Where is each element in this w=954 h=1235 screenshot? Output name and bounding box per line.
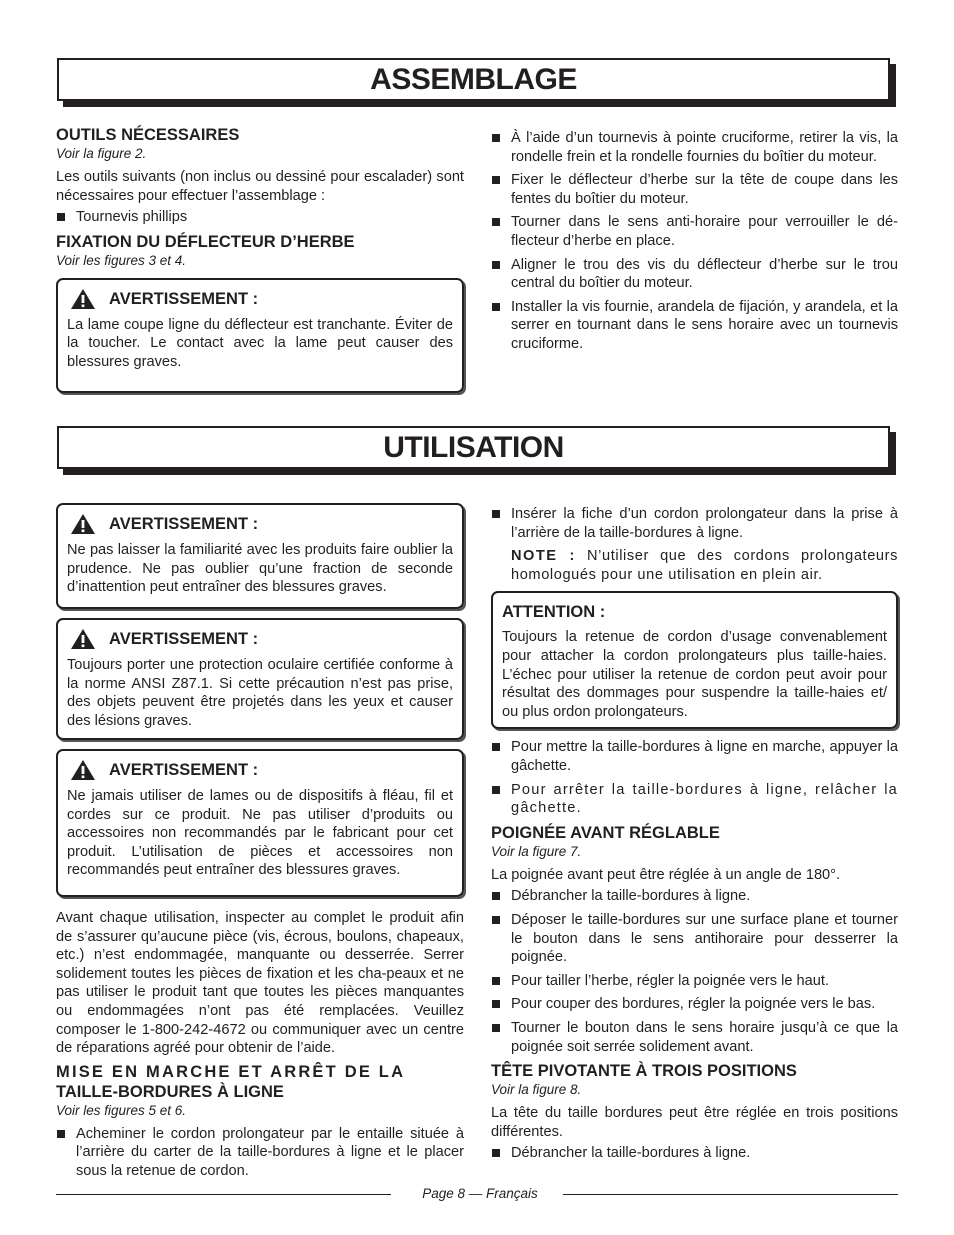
square-bullet-icon (492, 176, 500, 184)
list-item: Pour couper des bordures, régler la poignée vers le bas. (491, 995, 898, 1014)
list-item: Tournevis phillips (56, 208, 464, 227)
warning-triangle-icon (70, 759, 96, 781)
attention-title: ATTENTION : (502, 603, 606, 622)
square-bullet-icon (492, 977, 500, 985)
warning-text: Ne jamais utiliser de lames ou de dispositifs à fléau, fil et cordes sur ce produit. Ne pas utiliser d’produits ou accessoires non recommandés par le fabricant pour cet produit. L’utilisation de pièces et accessoires non recommandés peut entraîner des blessures graves. (67, 788, 453, 879)
section-title-assemblage: ASSEMBLAGE (57, 58, 890, 101)
heading-poignee: POIGNÉE AVANT RÉGLABLE (491, 823, 720, 842)
warning-box-1 (56, 503, 464, 609)
see-figure: Voir la figure 8. (491, 1082, 582, 1098)
square-bullet-icon (492, 303, 500, 311)
square-bullet-icon (492, 1149, 500, 1157)
square-bullet-icon (57, 1130, 65, 1138)
warning-header (67, 513, 453, 535)
warning-box-fixation (56, 278, 464, 393)
warning-header (67, 288, 453, 310)
list-item: Installer la vis fournie, arandela de fijación, y arandela, et la serrer en tournant dans le sens horaire avec un tournevis cruciforme. (491, 298, 898, 354)
square-bullet-icon (492, 1000, 500, 1008)
warning-box-2 (56, 618, 464, 740)
square-bullet-icon (492, 916, 500, 924)
list-item: À l’aide d’un tournevis à pointe cruciforme, retirer la vis, la rondelle frein et la rondelle fournies du boîtier du moteur. (491, 129, 898, 166)
list-outils (56, 208, 464, 227)
list-mise-left (56, 1125, 464, 1181)
heading-outils: OUTILS NÉCESSAIRES (56, 126, 240, 144)
paragraph-poignee: La poignée avant peut être réglée à un angle de 180°. (491, 866, 841, 883)
see-figure: Voir la figure 7. (491, 843, 582, 859)
list-item: Acheminer le cordon prolongateur par le entaille située à l’arrière du carter de la taille-bordures à ligne et le placer sous la retenue de cordon. (56, 1125, 464, 1181)
paragraph-tete: La tête du taille bordures peut être réglée en trois positions différentes. (491, 1105, 898, 1140)
list-tete (491, 1144, 898, 1163)
square-bullet-icon (492, 134, 500, 142)
square-bullet-icon (492, 743, 500, 751)
warning-box-3 (56, 749, 464, 897)
footer-rule-left (56, 1194, 391, 1195)
paragraph-outils: Les outils suivants (non inclus ou dessiné pour escalader) sont nécessaires pour effectuer l’assemblage : (56, 169, 464, 204)
note-text: N’utiliser que des cordons prolongateurs homologués pour une utilisation en plein air. (511, 548, 898, 583)
heading-tete: TÊTE PIVOTANTE À TROIS POSITIONS (491, 1062, 797, 1081)
see-figure: Voir les figures 3 et 4. (56, 252, 187, 268)
page-footer: Page 8 — Français (422, 1186, 538, 1201)
list-item: Déposer le taille-bordures sur une surface plane et tourner le bouton dans le sens antihoraire pour desserrer la poignée. (491, 911, 898, 967)
square-bullet-icon (492, 218, 500, 226)
list-item: Pour arrêter la taille-bordures à ligne, relâcher la gâchette. (491, 781, 898, 818)
list-item: Débrancher la taille-bordures à ligne. (491, 1144, 898, 1163)
warning-triangle-icon (70, 513, 96, 535)
heading-mise-line1: MISE EN MARCHE ET ARRÊT DE LA (56, 1062, 406, 1081)
list-item: Fixer le déflecteur d’herbe sur la tête de coupe dans les fentes du boîtier du moteur. (491, 171, 898, 208)
list-item: Tourner dans le sens anti-horaire pour verrouiller le dé-flecteur d’herbe en place. (491, 213, 898, 250)
warning-text: Toujours porter une protection oculaire certifiée conforme à la norme ANSI Z87.1. Si cette précaution n’est pas prise, des objets peuvent être projetés dans les yeux et causer des lésions graves. (67, 657, 453, 729)
list-poignee (491, 887, 898, 1056)
attention-box (491, 591, 898, 729)
warning-triangle-icon (70, 288, 96, 310)
list-item: Tourner le bouton dans le sens horaire jusqu’à ce que la poignée soit serrée solidement avant. (491, 1019, 898, 1056)
list-item: Pour mettre la taille-bordures à ligne en marche, appuyer la gâchette. (491, 738, 898, 775)
warning-title: AVERTISSEMENT : (109, 515, 259, 533)
note-label: NOTE : (511, 548, 576, 565)
footer-rule-right (563, 1194, 898, 1195)
warning-title: AVERTISSEMENT : (109, 761, 259, 779)
list-item: Aligner le trou des vis du déflecteur d’herbe sur le trou central du boîtier du moteur. (491, 256, 898, 293)
square-bullet-icon (492, 510, 500, 518)
attention-header (502, 601, 887, 623)
utilisation-left-column (56, 503, 464, 1186)
list-assemblage-steps (491, 129, 898, 354)
list-item: Débrancher la taille-bordures à ligne. (491, 887, 898, 906)
square-bullet-icon (492, 892, 500, 900)
square-bullet-icon (57, 213, 65, 221)
warning-triangle-icon (70, 628, 96, 650)
utilisation-right-column (491, 502, 898, 1168)
list-item: Pour tailler l’herbe, régler la poignée vers le haut. (491, 972, 898, 991)
warning-title: AVERTISSEMENT : (109, 289, 259, 308)
square-bullet-icon (492, 786, 500, 794)
warning-header (67, 759, 453, 781)
warning-title: AVERTISSEMENT : (109, 630, 259, 648)
note (491, 547, 898, 584)
warning-text: Ne pas laisser la familiarité avec les produits faire oublier la prudence. Ne pas oublier qu’une fraction de seconde d’inattention peut entraîner des blessures graves. (67, 542, 453, 596)
heading-fixation: FIXATION DU DÉFLECTEUR D’HERBE (56, 232, 355, 251)
paragraph-before-use: Avant chaque utilisation, inspecter au complet le produit afin de s’assurer qu’aucune pièce (vis, écrous, boulons, chapeaux, etc.) n’est endommagée, manquante ou desserrée. Serrer solidement toutes les pièces de fixation et les cha-peaux et ne pas utiliser le produit tant que toutes les pièces manquantes ou endommagées n’ont pas été remplacées. Veuillez composer le 1-800-242-4672 ou communiquer avec un centre de réparations agréé pour obtenir de l’aide. (56, 910, 464, 1057)
see-figure: Voir les figures 5 et 6. (56, 1102, 187, 1118)
heading-mise-line2: TAILLE-BORDURES À LIGNE (56, 1082, 284, 1101)
attention-text: Toujours la retenue de cordon d’usage convenablement pour attacher la cordon prolongateurs plus taille-haies. L’échec pour utiliser la retenue de cordon peut avoir pour résultat des dommages pour suspendre la taille-haies et/ ou plus ordon prolongateurs. (502, 629, 887, 720)
warning-text: La lame coupe ligne du déflecteur est tranchante. Éviter de la toucher. Le contact avec la lame peut causer des blessures graves. (67, 316, 453, 370)
assemblage-right-column (491, 126, 898, 359)
square-bullet-icon (492, 1024, 500, 1032)
see-figure: Voir la figure 2. (56, 146, 147, 161)
list-mise-right (491, 505, 898, 542)
warning-header (67, 628, 453, 650)
list-mise-after (491, 738, 898, 817)
section-title-utilisation: UTILISATION (57, 426, 890, 469)
square-bullet-icon (492, 261, 500, 269)
list-item: Insérer la fiche d’un cordon prolongateur dans la prise à l’arrière de la taille-bordures à ligne. (491, 505, 898, 542)
assemblage-left-column (56, 125, 464, 393)
